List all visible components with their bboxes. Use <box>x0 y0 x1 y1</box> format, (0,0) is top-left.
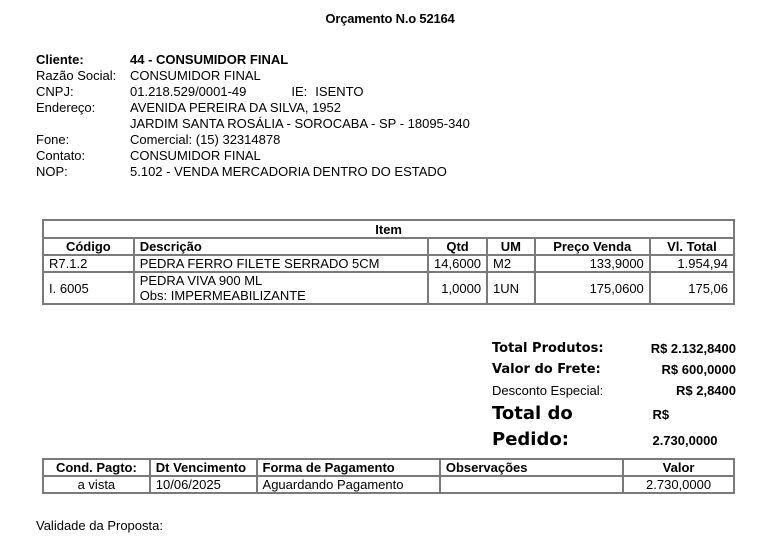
item-descricao-cell <box>134 272 428 304</box>
client-row <box>36 52 470 68</box>
header-forma-pagamento: Forma de Pagamento <box>257 459 440 476</box>
razao-social-row <box>36 68 470 84</box>
cnpj-row <box>36 84 470 100</box>
table-row <box>43 255 734 272</box>
payment-forma: Aguardando Pagamento <box>257 476 440 493</box>
ie-label: IE: <box>291 84 308 99</box>
total-pedido-value: R$ 2.730,0000 <box>652 407 718 448</box>
nop-value: 5.102 - VENDA MERCADORIA DENTRO DO ESTADO <box>130 164 447 179</box>
header-observacoes: Observações <box>440 459 623 476</box>
item-preco: 133,9000 <box>535 255 650 272</box>
desconto-label: Desconto Especial: <box>492 383 604 398</box>
header-preco-venda: Preço Venda <box>535 238 650 255</box>
item-preco: 175,0600 <box>535 272 650 304</box>
frete-value: R$ 600,0000 <box>661 362 736 377</box>
client-value: 44 - CONSUMIDOR FINAL <box>130 52 289 67</box>
item-obs: Obs: IMPERMEABILIZANTE <box>139 288 306 303</box>
desconto-row <box>492 380 736 401</box>
contact-row <box>36 148 470 164</box>
nop-row <box>36 164 470 180</box>
document-title: Orçamento N.o 52164 <box>325 11 455 26</box>
cnpj-label: CNPJ: <box>36 84 74 99</box>
items-table <box>42 219 735 305</box>
address-row <box>36 100 470 116</box>
ie-value: ISENTO <box>315 84 364 99</box>
total-produtos-value: R$ 2.132,8400 <box>650 341 736 356</box>
totals-section <box>492 338 736 450</box>
item-um: 1UN <box>487 272 535 304</box>
item-um: M2 <box>487 255 535 272</box>
razao-social-value: CONSUMIDOR FINAL <box>130 68 261 83</box>
address-row-2 <box>36 116 470 132</box>
items-title-row <box>43 220 734 238</box>
payment-vencimento: 10/06/2025 <box>150 476 257 493</box>
address-label-spacer <box>36 116 130 132</box>
payment-cond: a vista <box>43 476 150 493</box>
contact-value: CONSUMIDOR FINAL <box>130 148 261 163</box>
validade-proposta-label: Validade da Proposta: <box>36 518 163 533</box>
item-codigo: R7.1.2 <box>43 255 134 272</box>
table-row <box>43 272 734 304</box>
nop-label: NOP: <box>36 164 68 179</box>
item-descricao: PEDRA VIVA 900 ML <box>139 273 263 288</box>
cnpj-value: 01.218.529/0001-49 <box>130 84 247 99</box>
items-title: Item <box>43 220 734 238</box>
frete-label: Valor do Frete: <box>492 362 601 377</box>
header-dt-vencimento: Dt Vencimento <box>150 459 257 476</box>
frete-row <box>492 359 736 380</box>
address-line-1: AVENIDA PEREIRA DA SILVA, 1952 <box>130 100 341 115</box>
total-pedido-row <box>492 401 736 450</box>
payment-valor: 2.730,0000 <box>623 476 734 493</box>
header-qtd: Qtd <box>428 238 487 255</box>
phone-row <box>36 132 470 148</box>
header-cond-pagto: Cond. Pagto: <box>43 459 150 476</box>
razao-social-label: Razão Social: <box>36 68 117 83</box>
item-total: 1.954,94 <box>650 255 734 272</box>
client-info <box>36 52 470 180</box>
header-descricao: Descrição <box>134 238 428 255</box>
item-total: 175,06 <box>650 272 734 304</box>
desconto-value: R$ 2,8400 <box>676 383 736 398</box>
table-row <box>43 476 734 493</box>
items-header-row <box>43 238 734 255</box>
item-qtd: 1,0000 <box>428 272 487 304</box>
phone-value: Comercial: (15) 32314878 <box>130 132 281 147</box>
header-codigo: Código <box>43 238 134 255</box>
item-qtd: 14,6000 <box>428 255 487 272</box>
total-produtos-row <box>492 338 736 359</box>
item-descricao: PEDRA FERRO FILETE SERRADO 5CM <box>134 255 428 272</box>
address-line-2: JARDIM SANTA ROSÁLIA - SOROCABA - SP - 18095-340 <box>130 116 470 131</box>
contact-label: Contato: <box>36 148 86 163</box>
header-vl-total: Vl. Total <box>650 238 734 255</box>
header-valor: Valor <box>623 459 734 476</box>
phone-label: Fone: <box>36 132 70 147</box>
payment-table <box>42 458 735 494</box>
client-label: Cliente: <box>36 52 84 67</box>
total-pedido-label: Total do Pedido: <box>492 403 573 450</box>
header-um: UM <box>487 238 535 255</box>
total-produtos-label: Total Produtos: <box>492 341 604 356</box>
payment-header-row <box>43 459 734 476</box>
address-label: Endereço: <box>36 100 96 115</box>
item-codigo: I. 6005 <box>43 272 134 304</box>
payment-obs <box>440 476 623 493</box>
